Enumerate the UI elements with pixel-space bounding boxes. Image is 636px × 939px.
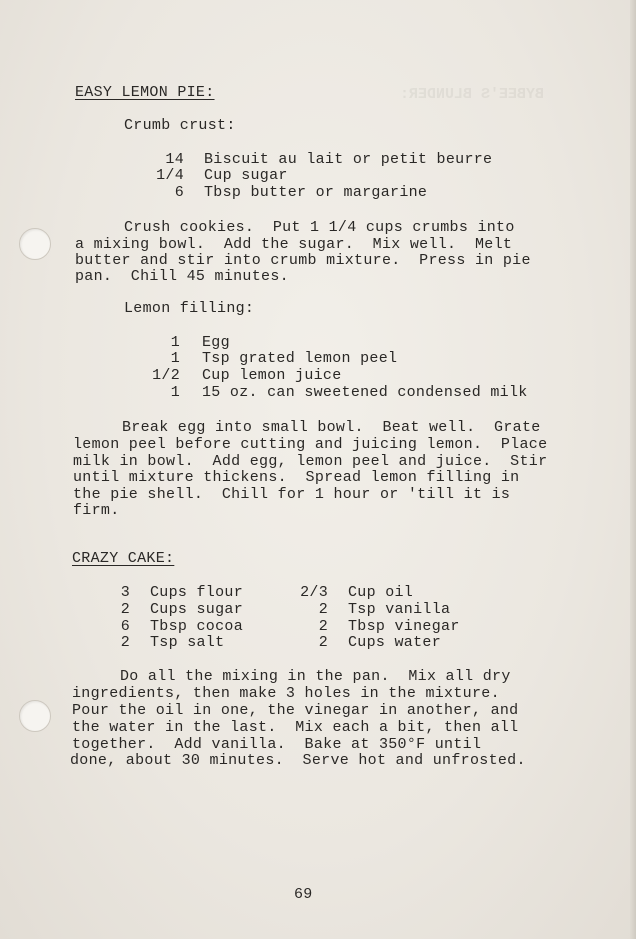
filling-ingredient-row [146, 367, 342, 384]
cake-directions-line: the water in the last. Mix each a bit, then all [72, 719, 519, 736]
ingredient-qty: 2 [318, 618, 328, 635]
cake-directions-line: ingredients, then make 3 holes in the mixture. [72, 685, 500, 702]
cake-ingredient-row [118, 584, 243, 601]
ingredient-item: Cup sugar [204, 167, 288, 184]
ingredient-qty: 2 [318, 601, 328, 618]
binder-hole-bottom [19, 700, 51, 732]
page-edge [630, 0, 636, 939]
ingredient-item: Cups flour [150, 584, 244, 601]
filling-directions-line: Break egg into small bowl. Beat well. Grate [122, 419, 541, 436]
ingredient-qty: 2 [318, 634, 328, 651]
ingredient-qty: 2 [120, 601, 130, 618]
ingredient-qty: 1 [170, 334, 180, 351]
crust-ingredient-row [150, 167, 288, 184]
crust-directions-line: a mixing bowl. Add the sugar. Mix well. Melt [75, 236, 513, 253]
ingredient-item: Tbsp butter or margarine [204, 184, 428, 201]
ingredient-item: 15 oz. can sweetened condensed milk [202, 384, 528, 401]
crust-directions-line: pan. Chill 45 minutes. [75, 268, 289, 285]
bleed-through-text: BYBEE'S BLUNDER: [400, 86, 545, 103]
ingredient-qty: 1/4 [156, 167, 184, 184]
ingredient-item: Cups water [348, 634, 442, 651]
binder-hole-top [19, 228, 51, 260]
filling-ingredient-row [146, 384, 528, 401]
cake-ingredient-row [296, 634, 441, 651]
ingredient-item: Tsp salt [150, 634, 225, 651]
filling-ingredient-row [146, 350, 397, 367]
filling-directions-line: until mixture thickens. Spread lemon filling in [73, 469, 520, 486]
ingredient-item: Tbsp vinegar [348, 618, 460, 635]
ingredient-qty: 2/3 [300, 584, 328, 601]
ingredient-qty: 6 [174, 184, 184, 201]
filling-heading: Lemon filling: [124, 300, 255, 317]
cake-ingredient-row [118, 634, 224, 651]
cake-directions-line: done, about 30 minutes. Serve hot and unfrosted. [70, 752, 526, 769]
cake-directions-line: together. Add vanilla. Bake at 350°F until [72, 736, 482, 753]
ingredient-item: Egg [202, 334, 230, 351]
filling-directions-line: firm. [73, 502, 120, 519]
ingredient-qty: 14 [165, 151, 184, 168]
ingredient-qty: 3 [120, 584, 130, 601]
lemon-pie-title: EASY LEMON PIE: [75, 84, 215, 101]
ingredient-item: Tbsp cocoa [150, 618, 244, 635]
filling-directions-line: lemon peel before cutting and juicing lemon. Place [73, 436, 548, 453]
ingredient-qty: 1/2 [152, 367, 180, 384]
cake-directions-line: Pour the oil in one, the vinegar in another, and [72, 702, 519, 719]
crust-directions-line: butter and stir into crumb mixture. Press in pie [75, 252, 531, 269]
cake-ingredient-row [118, 601, 243, 618]
ingredient-qty: 1 [170, 350, 180, 367]
page-number: 69 [294, 886, 313, 903]
crust-ingredient-row [150, 151, 492, 168]
ingredient-qty: 6 [120, 618, 130, 635]
cake-directions-line: Do all the mixing in the pan. Mix all dry [120, 668, 511, 685]
filling-directions-line: milk in bowl. Add egg, lemon peel and juice. Stir [73, 453, 548, 470]
ingredient-item: Tsp vanilla [348, 601, 451, 618]
crazy-cake-title: CRAZY CAKE: [72, 550, 175, 567]
ingredient-qty: 2 [120, 634, 130, 651]
ingredient-item: Cup lemon juice [202, 367, 342, 384]
filling-ingredient-row [146, 334, 230, 351]
ingredient-item: Biscuit au lait or petit beurre [204, 151, 493, 168]
crust-heading: Crumb crust: [124, 117, 236, 134]
filling-directions-line: the pie shell. Chill for 1 hour or 'till it is [73, 486, 511, 503]
ingredient-item: Cup oil [348, 584, 414, 601]
ingredient-item: Cups sugar [150, 601, 244, 618]
ingredient-qty: 1 [170, 384, 180, 401]
cake-ingredient-row [296, 601, 450, 618]
crust-ingredient-row [150, 184, 427, 201]
ingredient-item: Tsp grated lemon peel [202, 350, 398, 367]
cake-ingredient-row [296, 618, 460, 635]
crust-directions-line: Crush cookies. Put 1 1/4 cups crumbs into [124, 219, 515, 236]
cake-ingredient-row [296, 584, 413, 601]
cake-ingredient-row [118, 618, 243, 635]
